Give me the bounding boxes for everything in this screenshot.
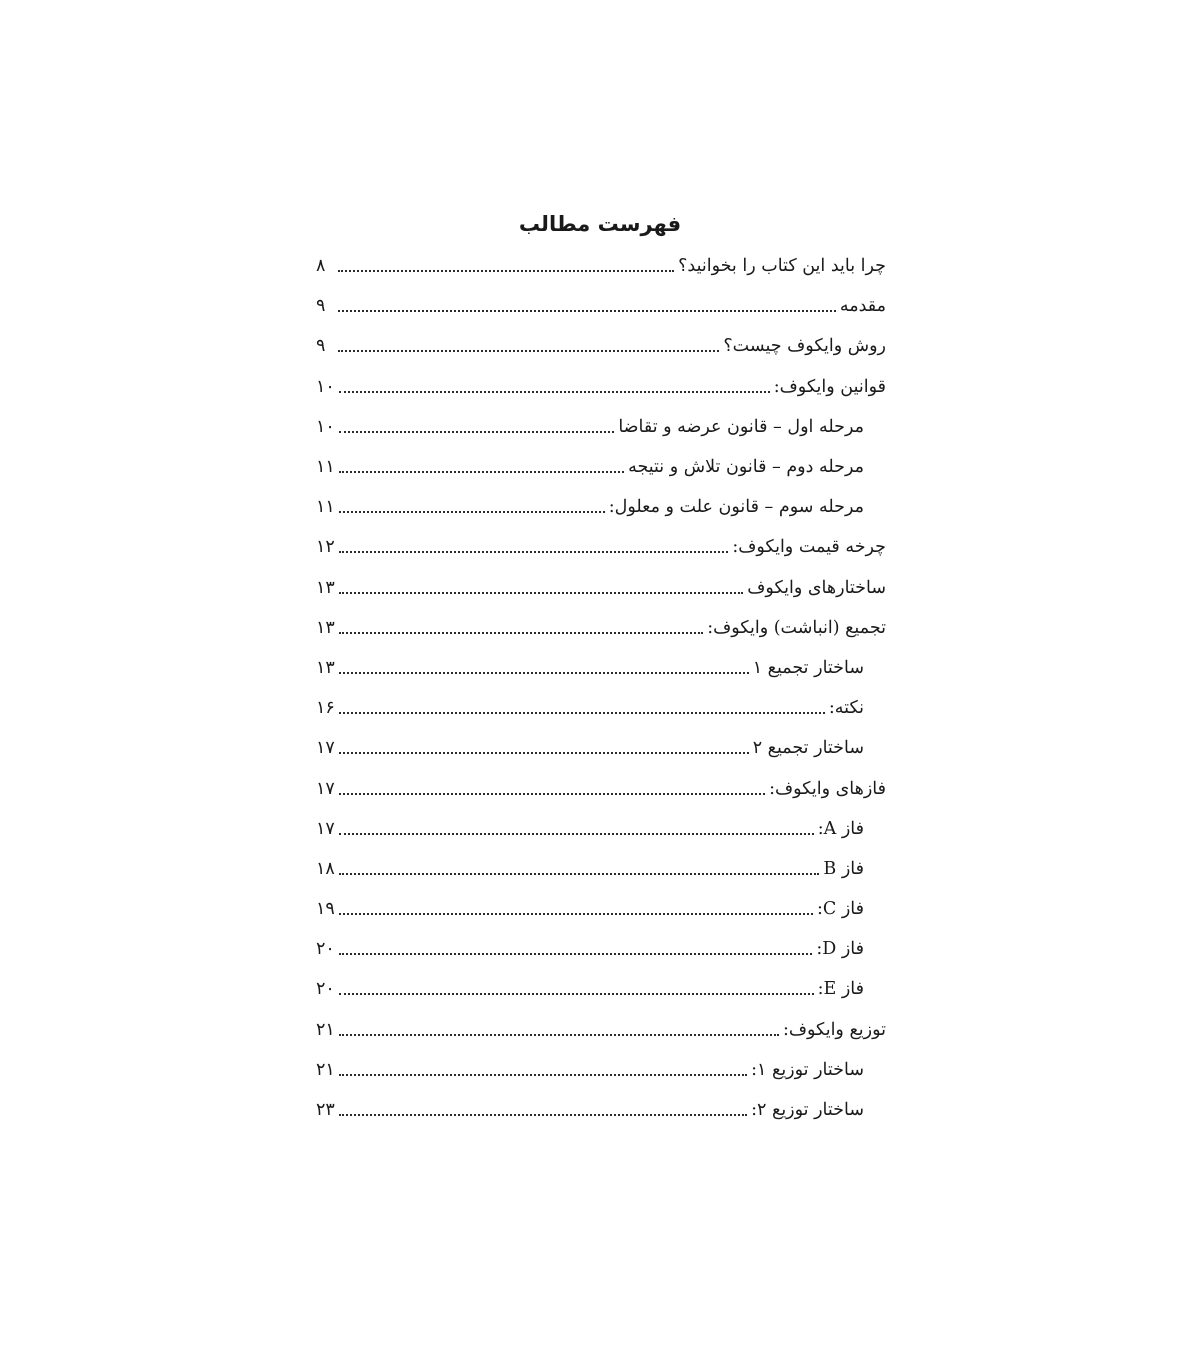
toc-entry[interactable] — [316, 447, 886, 487]
toc-entry-page-number: ۹ — [316, 296, 326, 317]
toc-entry-title: فاز C: — [816, 899, 864, 920]
toc-entry-page-number: ۱۷ — [316, 738, 335, 759]
toc-entry-page-number: ۲۱ — [316, 1059, 335, 1080]
toc-entry[interactable] — [316, 246, 886, 286]
toc-entry-title: ساختار تجمیع ۱ — [752, 657, 864, 678]
toc-entry-page-number: ۱۳ — [316, 577, 335, 598]
dot-leader — [338, 270, 674, 272]
toc-entry-title: فاز A: — [817, 818, 864, 839]
toc-entry[interactable] — [316, 648, 886, 688]
dot-leader — [339, 993, 814, 995]
toc-entry-title: چرخه قیمت وایکوف: — [732, 537, 886, 558]
toc-entry-title: فاز E: — [817, 979, 864, 1000]
toc-entry[interactable] — [316, 688, 886, 728]
dot-leader — [339, 1074, 747, 1076]
dot-leader — [339, 592, 743, 594]
dot-leader — [338, 310, 836, 312]
toc-entry[interactable] — [316, 568, 886, 608]
toc-entry-page-number: ۹ — [316, 336, 326, 357]
dot-leader — [339, 511, 605, 513]
dot-leader — [339, 913, 813, 915]
toc-entry-title: قوانین وایکوف: — [773, 376, 886, 397]
toc-entry-page-number: ۱۲ — [316, 537, 335, 558]
toc-entry-title: توزیع وایکوف: — [782, 1019, 886, 1040]
toc-entry[interactable] — [316, 608, 886, 648]
toc-entry-title: چرا باید این کتاب را بخوانید؟ — [678, 256, 886, 277]
dot-leader — [339, 873, 820, 875]
toc-entry-title: فاز B — [823, 858, 864, 879]
toc-entry[interactable] — [316, 1010, 886, 1050]
toc-entry-title: مرحله سوم – قانون علت و معلول: — [608, 497, 864, 518]
toc-entry[interactable] — [316, 407, 886, 447]
dot-leader — [339, 1114, 747, 1116]
toc-entry-title: ساختار توزیع ۲: — [751, 1100, 864, 1121]
toc-entry[interactable] — [316, 969, 886, 1009]
toc-entry-page-number: ۱۱ — [316, 457, 335, 478]
dot-leader — [339, 391, 770, 393]
toc-entry-page-number: ۸ — [316, 256, 326, 277]
toc-entry-title: مرحله دوم – قانون تلاش و نتیجه — [628, 457, 864, 478]
dot-leader — [338, 350, 719, 352]
dot-leader — [339, 551, 729, 553]
toc-entry-page-number: ۱۰ — [316, 376, 335, 397]
toc-entry-title: مقدمه — [839, 296, 886, 317]
dot-leader — [339, 632, 703, 634]
toc-entry-page-number: ۱۷ — [316, 778, 335, 799]
toc-entry-page-number: ۲۳ — [316, 1100, 335, 1121]
toc-entry-page-number: ۱۳ — [316, 657, 335, 678]
toc-entry-page-number: ۱۷ — [316, 818, 335, 839]
toc-entry[interactable] — [316, 1050, 886, 1090]
toc-entry[interactable] — [316, 1090, 886, 1130]
dot-leader — [339, 833, 814, 835]
toc-entry-title: ساختار توزیع ۱: — [751, 1059, 864, 1080]
toc-entry-page-number: ۱۸ — [316, 858, 335, 879]
toc-entry-page-number: ۱۰ — [316, 416, 335, 437]
toc-title: فهرست مطالب — [518, 212, 682, 236]
toc-entry-title: فازهای وایکوف: — [769, 778, 886, 799]
toc-entry-title: تجمیع (انباشت) وایکوف: — [707, 617, 886, 638]
toc-entry-page-number: ۲۰ — [316, 979, 335, 1000]
dot-leader — [339, 752, 749, 754]
toc-entry-page-number: ۱۶ — [316, 698, 335, 719]
toc-entry[interactable] — [316, 527, 886, 567]
toc-entry[interactable] — [316, 929, 886, 969]
toc-entry[interactable] — [316, 326, 886, 366]
toc-entry-title: روش وایکوف چیست؟ — [723, 336, 886, 357]
toc-entry-title: نکته: — [828, 698, 864, 719]
toc-entry-page-number: ۱۹ — [316, 899, 335, 920]
toc-entry[interactable] — [316, 367, 886, 407]
toc-entry-title: فاز D: — [816, 939, 864, 960]
toc-entry[interactable] — [316, 889, 886, 929]
toc-entry[interactable] — [316, 728, 886, 768]
toc-entry-page-number: ۱۳ — [316, 617, 335, 638]
toc-entry[interactable] — [316, 768, 886, 808]
toc-entry-title: مرحله اول – قانون عرضه و تقاضا — [618, 416, 864, 437]
dot-leader — [339, 1034, 779, 1036]
toc-entry-page-number: ۱۱ — [316, 497, 335, 518]
toc-entry[interactable] — [316, 849, 886, 889]
dot-leader — [339, 712, 825, 714]
dot-leader — [339, 953, 813, 955]
toc-entry[interactable] — [316, 286, 886, 326]
toc-entry[interactable] — [316, 487, 886, 527]
dot-leader — [339, 431, 615, 433]
dot-leader — [339, 672, 749, 674]
toc-list — [316, 246, 886, 1130]
toc-entry[interactable] — [316, 809, 886, 849]
toc-entry-title: ساختارهای وایکوف — [747, 577, 886, 598]
toc-entry-page-number: ۲۱ — [316, 1019, 335, 1040]
toc-entry-title: ساختار تجمیع ۲ — [752, 738, 864, 759]
dot-leader — [339, 471, 624, 473]
dot-leader — [339, 793, 765, 795]
toc-entry-page-number: ۲۰ — [316, 939, 335, 960]
